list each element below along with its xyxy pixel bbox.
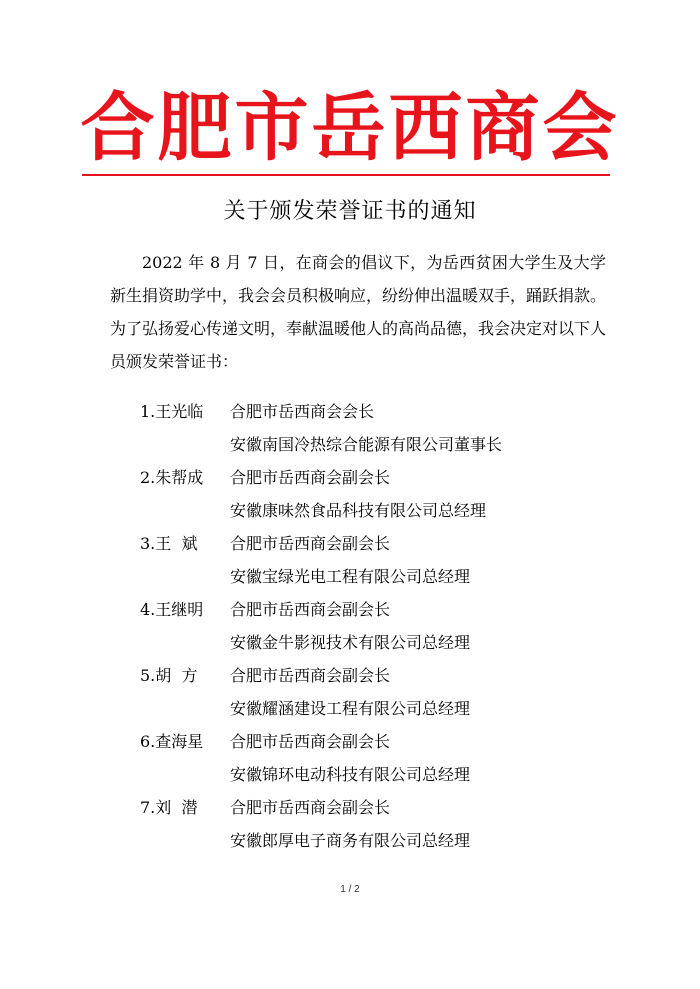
notice-title: 关于颁发荣誉证书的通知 (223, 199, 477, 224)
awardee-name: 3.王 斌 (140, 534, 198, 553)
awardee-list (140, 395, 610, 857)
awardee-name: 7.刘 潜 (140, 798, 198, 817)
awardee-name: 6.查海星 (140, 732, 204, 751)
awardee-company: 安徽耀涵建设工程有限公司总经理 (230, 699, 471, 718)
list-item (140, 791, 610, 857)
awardee-company: 安徽郎厚电子商务有限公司总经理 (230, 831, 471, 850)
list-item (140, 659, 610, 725)
awardee-position: 合肥市岳西商会副会长 (230, 666, 391, 685)
awardee-name: 4.王继明 (140, 600, 204, 619)
awardee-name: 1.王光临 (140, 402, 204, 421)
awardee-position: 合肥市岳西商会副会长 (230, 468, 391, 487)
awardee-name: 5.胡 方 (140, 666, 198, 685)
body-paragraph: 2022 年 8 月 7 日，在商会的倡议下，为岳西贫困大学生及大学新生捐资助学中，我会会员积极响应，纷纷伸出温暖双手，踊跃捐款。为了弘扬爱心传递文明，奉献温暖他人的高尚品德，我会决定对以下人员颁发荣誉证书： (110, 253, 607, 371)
header-divider (82, 174, 610, 176)
awardee-position: 合肥市岳西商会副会长 (230, 798, 391, 817)
org-header: 合肥市岳西商会 (80, 85, 620, 171)
page-number: 1 / 2 (340, 884, 360, 895)
awardee-position: 合肥市岳西商会副会长 (230, 534, 391, 553)
awardee-position: 合肥市岳西商会会长 (230, 402, 375, 421)
awardee-position: 合肥市岳西商会副会长 (230, 600, 391, 619)
awardee-company: 安徽宝绿光电工程有限公司总经理 (230, 567, 471, 586)
list-item (140, 395, 610, 461)
list-item (140, 593, 610, 659)
awardee-company: 安徽金牛影视技术有限公司总经理 (230, 633, 471, 652)
list-item (140, 461, 610, 527)
list-item (140, 725, 610, 791)
awardee-company: 安徽南国冷热综合能源有限公司董事长 (230, 435, 503, 454)
awardee-company: 安徽锦环电动科技有限公司总经理 (230, 765, 471, 784)
awardee-position: 合肥市岳西商会副会长 (230, 732, 391, 751)
list-item (140, 527, 610, 593)
awardee-company: 安徽康味然食品科技有限公司总经理 (230, 501, 487, 520)
awardee-name: 2.朱帮成 (140, 468, 204, 487)
